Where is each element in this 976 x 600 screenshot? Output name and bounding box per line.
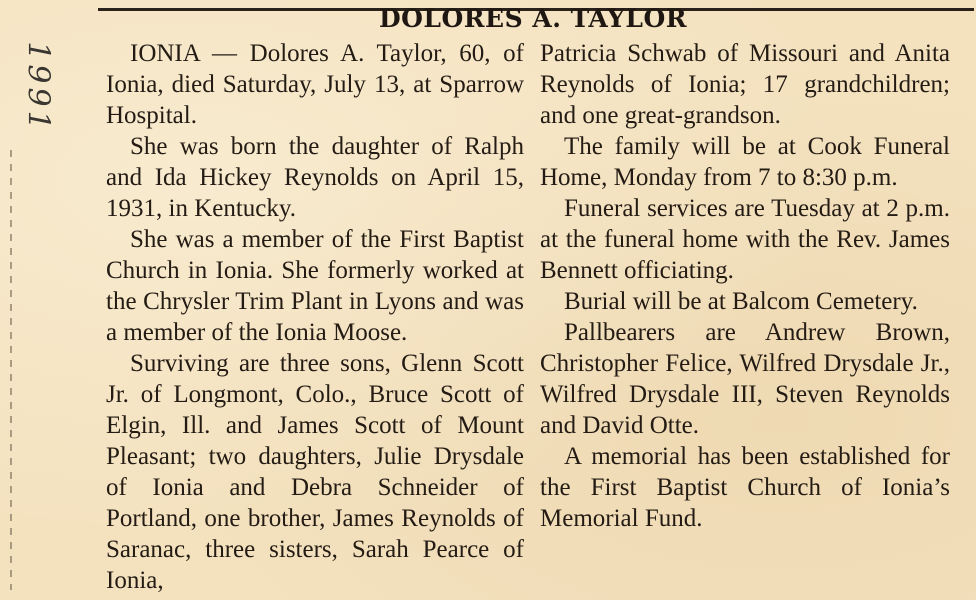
paragraph-survivors-continued: Patricia Schwab of Missouri and Anita Reynolds of Ionia; 17 grandchildren; and one great-grandson. bbox=[540, 40, 950, 129]
paragraph-funeral-services: Funeral services are Tuesday at 2 p.m. at the funeral home with the Rev. James Bennett officiating. bbox=[540, 195, 950, 284]
paragraph-visitation: The family will be at Cook Funeral Home, Monday from 7 to 8:30 p.m. bbox=[540, 133, 950, 191]
right-text-column bbox=[540, 38, 950, 534]
paragraph-membership: She was a member of the First Baptist Church in Ionia. She formerly worked at the Chrysler Trim Plant in Lyons and was a member of the Ionia Moose. bbox=[106, 226, 524, 346]
paragraph-death-notice: IONIA — Dolores A. Taylor, 60, of Ionia, died Saturday, July 13, at Sparrow Hospital. bbox=[106, 40, 524, 129]
left-text-column bbox=[106, 38, 524, 596]
paragraph-pallbearers: Pallbearers are Andrew Brown, Christopher Felice, Wilfred Drysdale Jr., Wilfred Drysdale III, Steven Reynolds and David Otte. bbox=[540, 319, 950, 439]
paragraph-birth: She was born the daughter of Ralph and Ida Hickey Reynolds on April 15, 1931, in Kentucky. bbox=[106, 133, 524, 222]
obituary-headline: DOLORES A. TAYLOR bbox=[378, 4, 688, 33]
handwritten-year-note: 1991 bbox=[20, 41, 56, 134]
paragraph-memorial: A memorial has been established for the First Baptist Church of Ionia’s Memorial Fund. bbox=[540, 443, 950, 532]
paragraph-survivors: Surviving are three sons, Glenn Scott Jr. of Longmont, Colo., Bruce Scott of Elgin, Ill. and James Scott of Mount Pleasant; two daughters, Julie Drysdale of Ionia and Debra Schneider of Portland, one brother, James Reynolds of Saranac, three sisters, Sarah Pearce of Ionia, bbox=[106, 350, 524, 594]
paragraph-burial: Burial will be at Balcom Cemetery. bbox=[564, 288, 918, 315]
margin-dashed-line bbox=[10, 150, 12, 590]
